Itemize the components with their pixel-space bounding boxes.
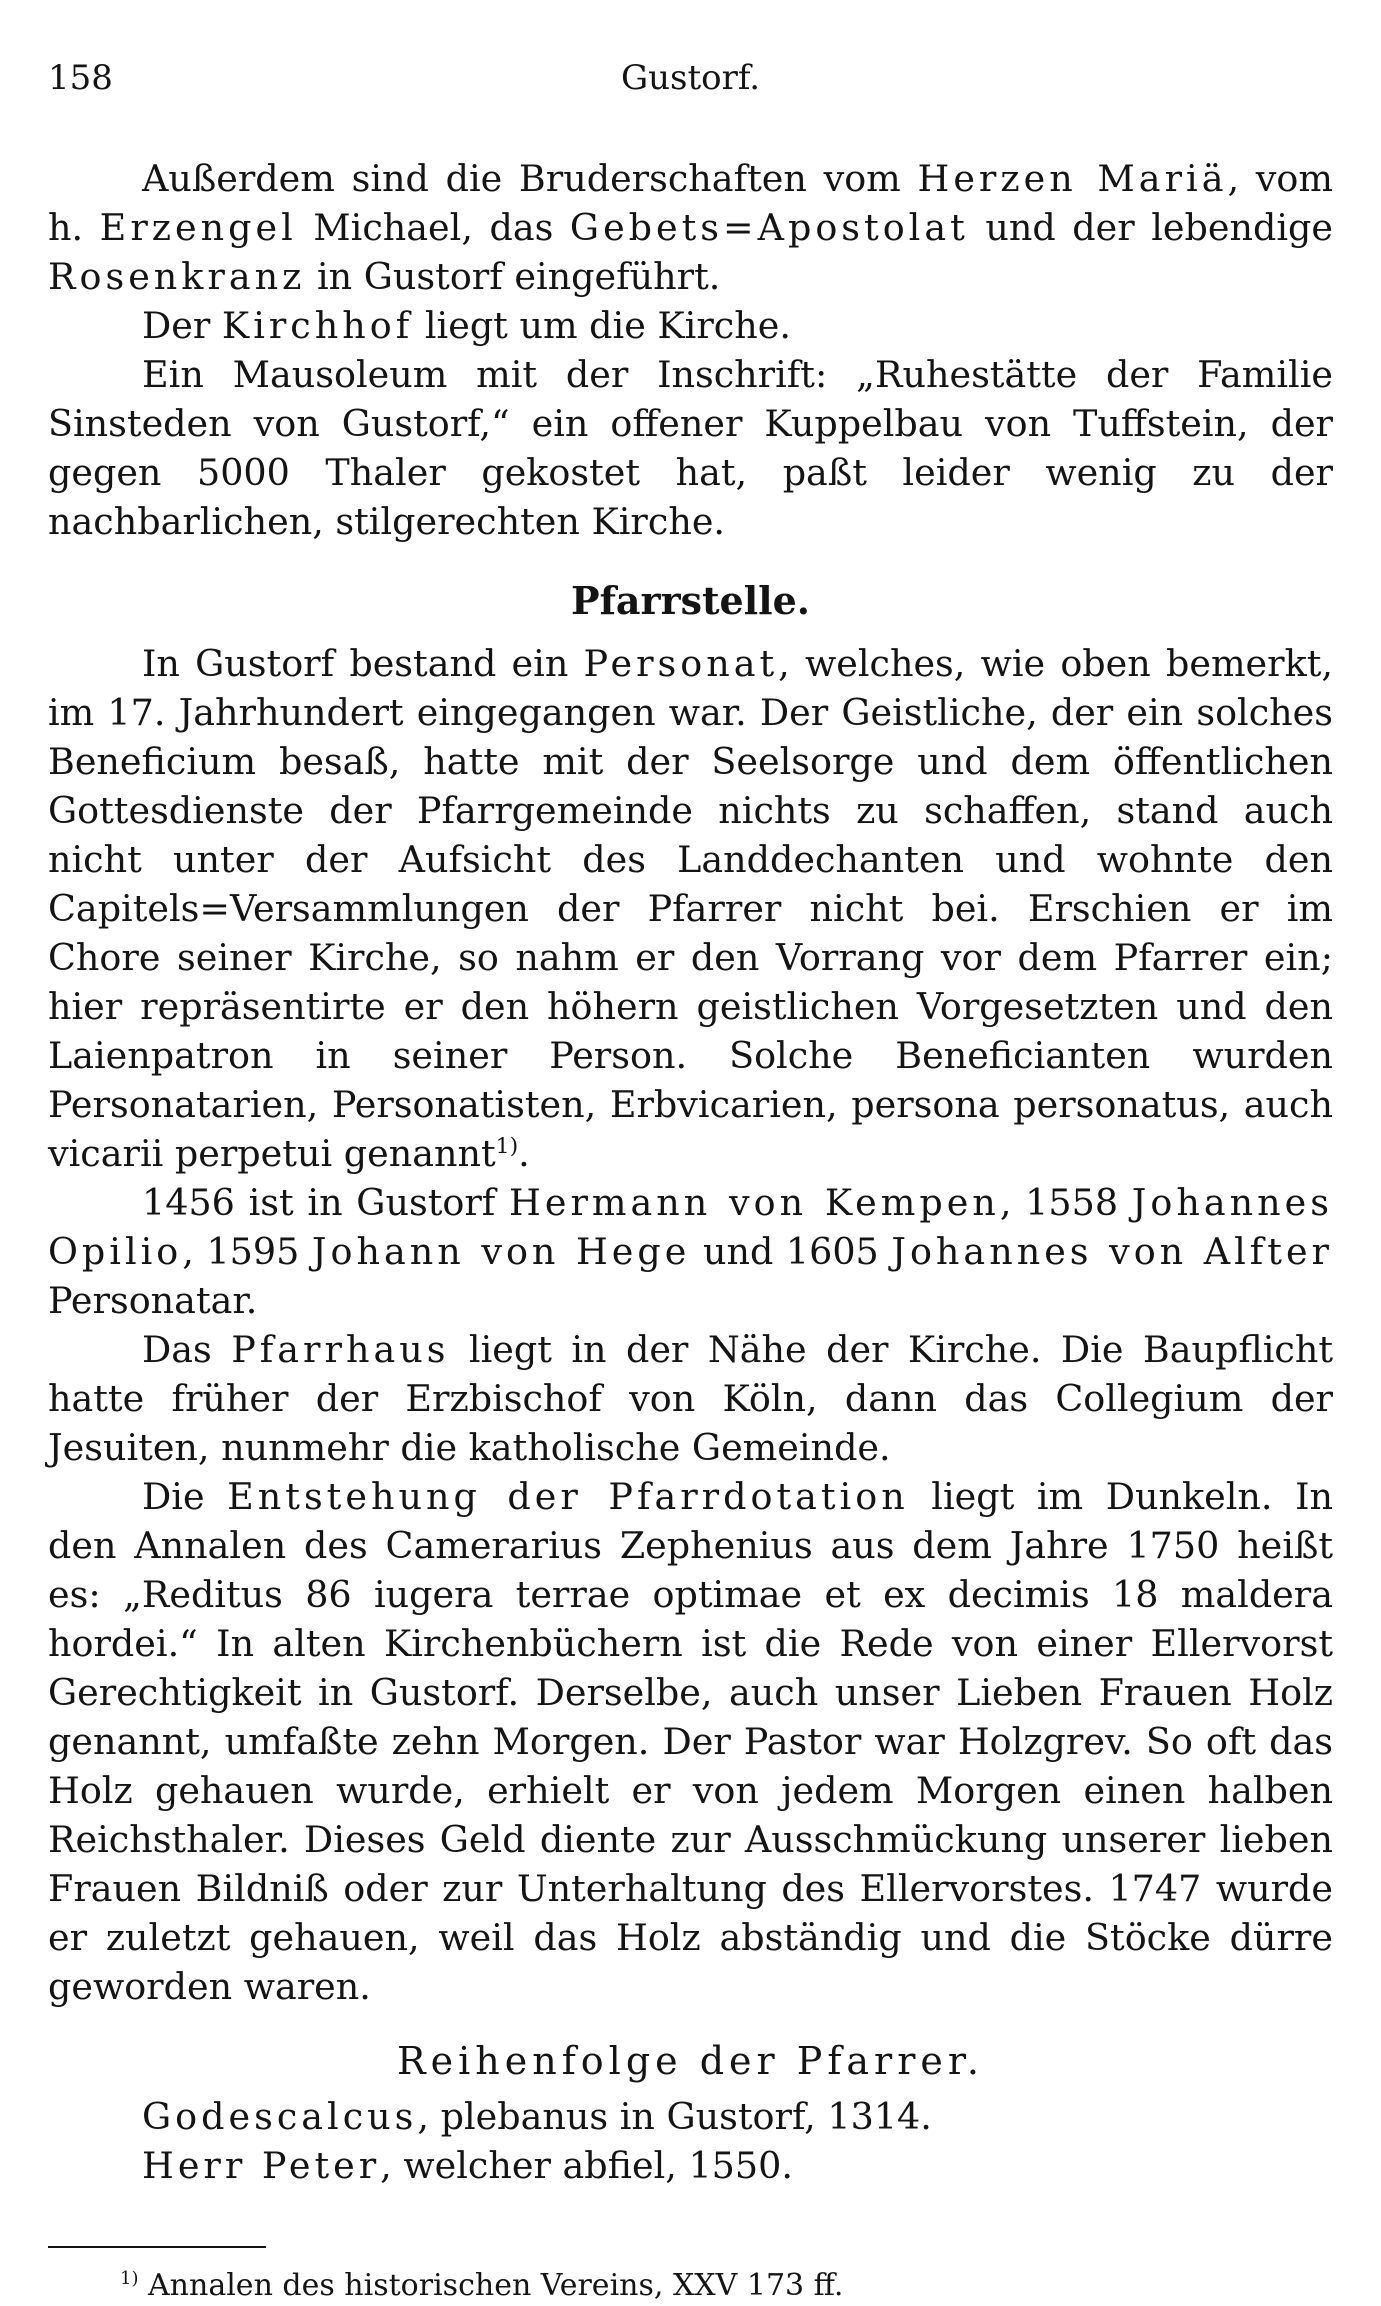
footnote-reference: 1) [495, 1133, 519, 1159]
spaced-text: Erzengel [99, 206, 297, 249]
paragraph-personat [48, 639, 1333, 1178]
spaced-text: Personat [583, 642, 779, 685]
footnote-marker: 1) [120, 2268, 139, 2289]
text-run: , plebanus in Gustorf, 1314. [417, 2095, 932, 2138]
section-heading-pfarrstelle: Pfarrstelle. [571, 578, 810, 623]
spaced-text: Pfarrhaus [231, 1328, 450, 1371]
text-run: Personatar. [48, 1279, 258, 1322]
pastor-name: Herr Peter [142, 2144, 381, 2187]
text-run: Der [142, 304, 222, 347]
spaced-text: Herzen Mariä [917, 157, 1228, 200]
text-run: liegt im Dunkeln. In den Annalen des Camerarius Zephenius aus dem Jahre 1750 heißt es: „Reditus 86 iugera terrae optimae et ex decimis 18 maldera hordei.“ In alten Kirchenbüchern ist die Rede von einer Ellervorst Gerechtigkeit in Gustorf. Derselbe, auch unser Lieben Frauen Holz genannt, umfaßte zehn Morgen. Der Pastor war Holzgrev. So oft das Holz gehauen wurde, erhielt er von jedem Morgen einen halben Reichsthaler. Dieses Geld diente zur Ausschmückung unserer lieben Frauen Bildniß oder zur Unterhaltung des Ellervorstes. 1747 wurde er zuletzt gehauen, weil das Holz abständig und die Stöcke dürre geworden waren. [48, 1475, 1333, 2008]
spaced-text: Rosenkranz [48, 255, 306, 298]
paragraph-personatare [48, 1178, 1333, 1325]
text-run: und 1605 [690, 1230, 892, 1273]
text-run: , vom h. [48, 157, 1333, 249]
spaced-text: Kirchhof [221, 304, 414, 347]
text-run: , 1595 [182, 1230, 312, 1273]
page-header [48, 58, 1333, 118]
footnote-divider [48, 2246, 266, 2248]
text-run: . [518, 1132, 530, 1175]
footnote-text: Annalen des historischen Vereins, XXV 173 ff. [138, 2268, 844, 2303]
text-run: , welcher abfiel, 1550. [380, 2144, 793, 2187]
pfarrstelle-section [48, 576, 1333, 2011]
text-run: Michael, das [296, 206, 570, 249]
document-page [48, 58, 1333, 2306]
text-run: in Gustorf eingeführt. [305, 255, 721, 298]
pastor-name: Godescalcus [142, 2095, 418, 2138]
text-run: liegt in der Nähe der Kirche. Die Baupflicht hatte früher der Erzbischof von Köln, dann das Collegium der Jesuiten, nunmehr die katholische Gemeinde. [48, 1328, 1334, 1469]
spaced-text: Hermann von Kempen [509, 1181, 1000, 1224]
paragraph-pfarrhaus [48, 1325, 1333, 1472]
list-item [48, 2092, 1333, 2141]
paragraph-mausoleum: Ein Mausoleum mit der Inschrift: „Ruhestätte der Familie Sinsteden von Gustorf,“ ein offener Kuppelbau von Tuffstein, der gegen 5000 Thaler gekostet hat, paßt leider wenig zu der nachbarlichen, stilgerechten Kirche. [48, 353, 1333, 543]
text-run: , 1558 [999, 1181, 1132, 1224]
spaced-text: Gebets=Apostolat [569, 206, 969, 249]
section-heading-reihenfolge: Reihenfolge der Pfarrer. [397, 2039, 984, 2083]
list-item [48, 2141, 1333, 2190]
text-run: Die [142, 1475, 228, 1518]
spaced-text: Johannes von Alfter [891, 1230, 1333, 1273]
intro-section [48, 154, 1333, 546]
page-number: 158 [48, 58, 113, 98]
text-run: und der lebendige [968, 206, 1333, 249]
reihenfolge-section [48, 2037, 1333, 2190]
paragraph-kirchhof [48, 301, 1333, 350]
paragraph-pfarrdotation [48, 1472, 1333, 2011]
text-run: In Gustorf bestand ein [142, 642, 584, 685]
text-run: , welches, wie oben bemerkt, im 17. Jahrhundert eingegangen war. Der Geistliche, der ein solches Beneficium besaß, hatte mit der Seelsorge und dem öffentlichen Gottesdienste der Pfarrgemeinde nichts zu schaffen, stand auch nicht unter der Aufsicht des Landdechanten und wohnte den Capitels=Versammlungen der Pfarrer nicht bei. Erschien er im Chore seiner Kirche, so nahm er den Vorrang vor dem Pfarrer ein; hier repräsentirte er den höhern geistlichen Vorgesetzten und den Laienpatron in seiner Person. Solche Beneficianten wurden Personatarien, Personatisten, Erbvicarien, persona personatus, auch vicarii perpetui genannt [48, 642, 1333, 1175]
spaced-text: Johannes Opilio [48, 1181, 1333, 1273]
text-run: 1456 ist in Gustorf [142, 1181, 510, 1224]
spaced-text: Johann von Hege [311, 1230, 691, 1273]
footnote [48, 2266, 1333, 2306]
spaced-text: Entstehung der Pfarrdotation [227, 1475, 909, 1518]
text-run: Außerdem sind die Bruderschaften vom [142, 157, 918, 200]
running-head: Gustorf. [620, 58, 761, 98]
text-run: liegt um die Kirche. [413, 304, 791, 347]
text-run: Das [142, 1328, 232, 1371]
paragraph-bruderschaften [48, 154, 1333, 301]
